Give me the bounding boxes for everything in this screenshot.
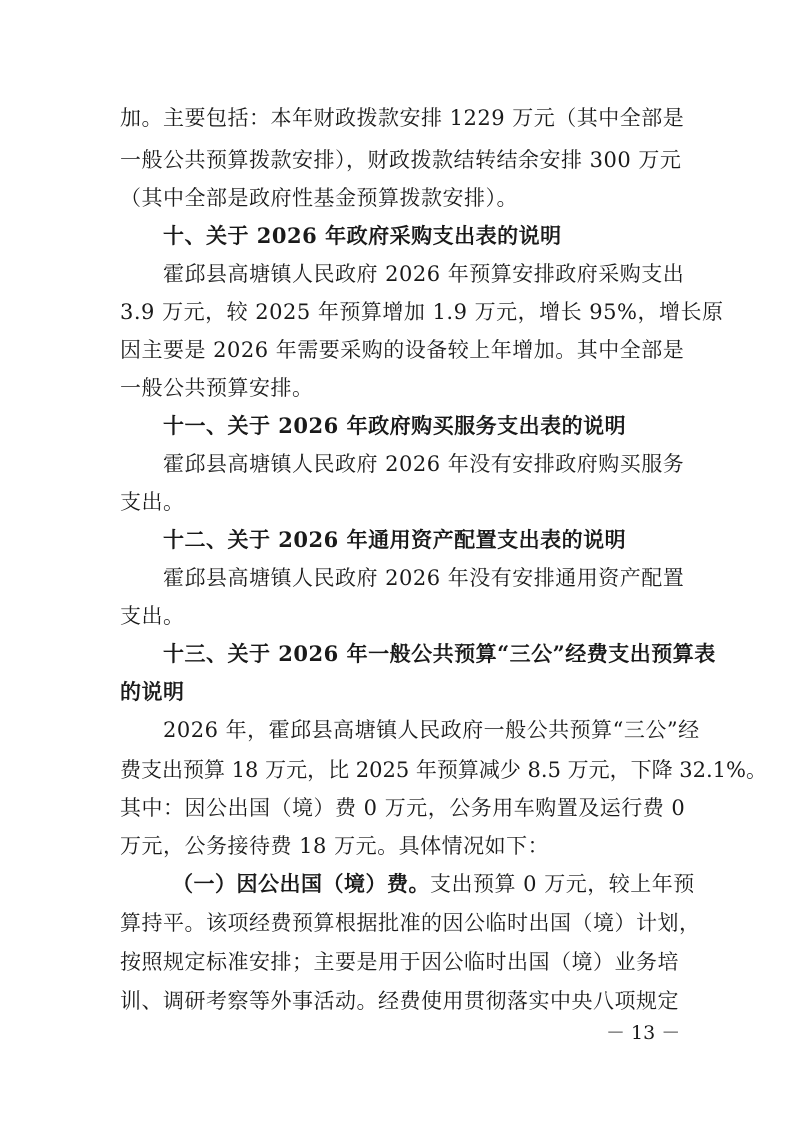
body-line: 算持平。该项经费预算根据批准的因公临时出国（境）计划，	[120, 911, 701, 935]
subsection-line	[172, 869, 695, 899]
body-line: 其中：因公出国（境）费 0 万元，公务用车购置及运行费 0	[120, 796, 686, 820]
body-line: 按照规定标准安排；主要是用于因公临时出国（境）业务培	[120, 950, 679, 974]
body-line: 2026 年，霍邱县高塘镇人民政府一般公共预算“三公”经	[163, 718, 700, 742]
body-line: 加。主要包括：本年财政拨款安排 1229 万元（其中全部是	[120, 106, 685, 130]
body-line: 一般公共预算拨款安排），财政拨款结转结余安排 300 万元	[120, 148, 682, 172]
section-heading-13-cont: 的说明	[120, 679, 185, 704]
section-heading-13: 十三、关于 2026 年一般公共预算“三公”经费支出预算表	[163, 641, 716, 666]
subsection-text: 支出预算 0 万元，较上年预	[430, 872, 695, 896]
section-heading-10: 十、关于 2026 年政府采购支出表的说明	[163, 223, 562, 248]
body-line: （其中全部是政府性基金预算拨款安排）。	[120, 186, 518, 210]
body-line: 因主要是 2026 年需要采购的设备较上年增加。其中全部是	[120, 338, 685, 362]
page-number: － 13 －	[606, 1022, 681, 1044]
body-line: 训、调研考察等外事活动。经费使用贯彻落实中央八项规定	[120, 989, 679, 1013]
section-heading-11: 十一、关于 2026 年政府购买服务支出表的说明	[163, 413, 627, 438]
body-line: 霍邱县高塘镇人民政府 2026 年预算安排政府采购支出	[163, 262, 685, 286]
body-line: 支出。	[120, 604, 185, 628]
body-line: 费支出预算 18 万元，比 2025 年预算减少 8.5 万元，下降 32.1%。	[120, 758, 767, 782]
subsection-heading: （一）因公出国（境）费。	[172, 871, 430, 896]
body-line: 支出。	[120, 490, 185, 514]
body-line: 一般公共预算安排。	[120, 376, 314, 400]
body-line: 万元，公务接待费 18 万元。具体情况如下：	[120, 834, 550, 858]
body-line: 霍邱县高塘镇人民政府 2026 年没有安排通用资产配置	[163, 566, 685, 590]
body-line: 3.9 万元，较 2025 年预算增加 1.9 万元，增长 95%，增长原	[120, 300, 724, 324]
body-line: 霍邱县高塘镇人民政府 2026 年没有安排政府购买服务	[163, 452, 685, 476]
section-heading-12: 十二、关于 2026 年通用资产配置支出表的说明	[163, 527, 627, 552]
